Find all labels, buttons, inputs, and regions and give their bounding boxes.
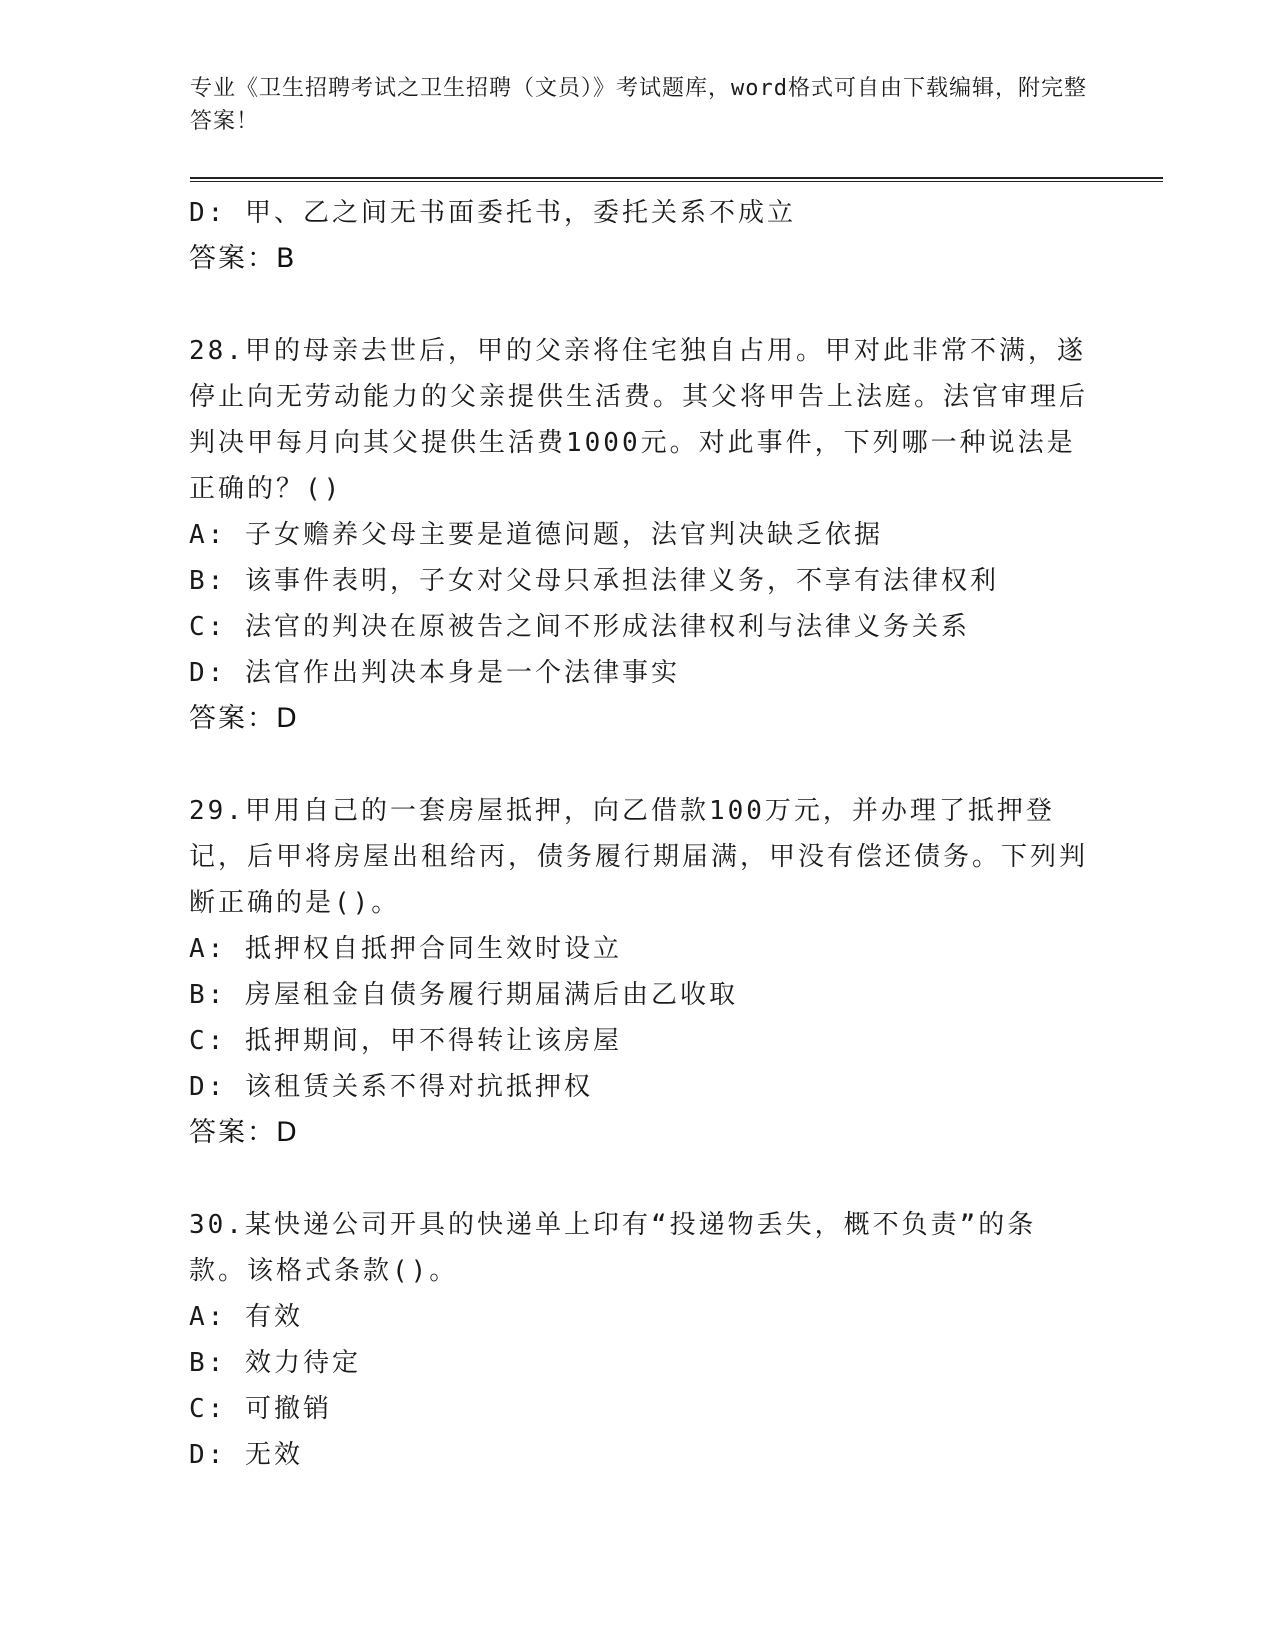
question-option: B: 该事件表明，子女对父母只承担法律义务，不享有法律权利 (189, 566, 999, 596)
question-option: B: 房屋租金自债务履行期届满后由乙收取 (189, 980, 738, 1010)
question-stem: 29.甲用自己的一套房屋抵押，向乙借款100万元，并办理了抵押登记，后甲将房屋出租给丙，债务履行期届满，甲没有偿还债务。下列判断正确的是()。 (189, 796, 1089, 918)
question-option: B: 效力待定 (189, 1348, 361, 1378)
question-option: A: 子女赡养父母主要是道德问题，法官判决缺乏依据 (189, 520, 883, 550)
question-answer: 答案：D (189, 703, 299, 734)
header-divider (190, 177, 1163, 182)
question-30 (189, 1202, 1089, 1478)
question-answer: 答案：D (189, 1117, 299, 1148)
question-stem: 30.某快递公司开具的快递单上印有“投递物丢失，概不负责”的条款。该格式条款()。 (189, 1210, 1037, 1286)
question-option: D: 无效 (189, 1440, 303, 1470)
question-option: D: 法官作出判决本身是一个法律事实 (189, 658, 680, 688)
question-option: A: 抵押权自抵押合同生效时设立 (189, 934, 622, 964)
question-option: D: 该租赁关系不得对抗抵押权 (189, 1072, 593, 1102)
question-option: C: 抵押期间，甲不得转让该房屋 (189, 1026, 622, 1056)
spacer (189, 282, 1089, 328)
question-28 (189, 328, 1089, 742)
question-stem: 28.甲的母亲去世后，甲的父亲将住宅独自占用。甲对此非常不满，遂停止向无劳动能力的父亲提供生活费。其父将甲告上法庭。法官审理后判决甲每月向其父提供生活费1000元。对此事件，下列哪一种说法是正确的？() (189, 336, 1089, 504)
question-29 (189, 788, 1089, 1156)
spacer (189, 742, 1089, 788)
document-body (189, 190, 1089, 1478)
question-option: C: 可撤销 (189, 1394, 332, 1424)
carryover-option-d: D: 甲、乙之间无书面委托书，委托关系不成立 (189, 198, 796, 228)
question-option: C: 法官的判决在原被告之间不形成法律权利与法律义务关系 (189, 612, 970, 642)
question-option: A: 有效 (189, 1302, 303, 1332)
page-header: 专业《卫生招聘考试之卫生招聘（文员）》考试题库，word格式可自由下载编辑，附完整答案！ (190, 76, 1087, 134)
carryover-answer: 答案：B (189, 243, 297, 274)
spacer (189, 1156, 1089, 1202)
